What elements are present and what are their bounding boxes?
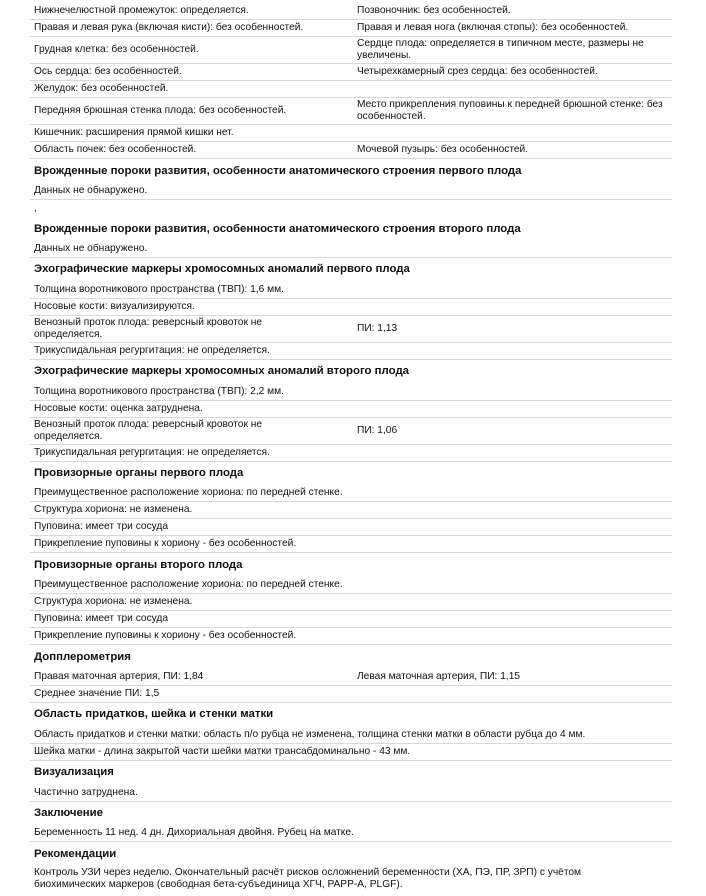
anatomy-legs: Правая и левая нога (включая стопы): без особенностей. [357, 22, 629, 33]
malformations-second-text: Данных не обнаружено. [34, 243, 148, 254]
anatomy-jaw: Нижнечелюстной промежуток: определяется. [34, 5, 249, 16]
divider [30, 342, 672, 343]
provisional-second-location: Преимущественное расположение хориона: по передней стенке. [34, 579, 343, 590]
divider [30, 501, 672, 502]
divider [30, 36, 672, 37]
anatomy-spine: Позвоночник: без особенностей. [357, 5, 511, 16]
provisional-first-cord: Пуповина: имеет три сосуда [34, 521, 169, 532]
divider [30, 644, 672, 645]
anatomy-kidneys: Область почек: без особенностей. [34, 144, 197, 155]
anatomy-heart: Сердце плода: определяется в типичном месте, размеры не увеличены. [357, 38, 644, 61]
provisional-second-attachment: Прикрепление пуповины к хориону - без особенностей. [34, 630, 297, 641]
section-title-malformations-first: Врожденные пороки развития, особенности анатомического строения первого плода [34, 165, 522, 177]
markers-second-tricuspid: Трикуспидальная регургитация: не определяется. [34, 447, 270, 458]
section-title-provisional-first: Провизорные органы первого плода [34, 467, 244, 479]
anatomy-chest: Грудная клетка: без особенностей. [34, 44, 199, 55]
section-title-malformations-second: Врожденные пороки развития, особенности анатомического строения второго плода [34, 223, 521, 235]
section-title-visualization: Визуализация [34, 766, 114, 778]
doppler-left: Левая маточная артерия, ПИ: 1,15 [357, 671, 521, 682]
anatomy-abdominal-wall: Передняя брюшная стенка плода: без особенностей. [34, 105, 287, 116]
markers-first-ductus: Венозный проток плода: реверсный кровоток не определяется. [34, 317, 263, 340]
divider [30, 535, 672, 536]
divider [30, 80, 672, 81]
section-title-adnexa: Область придатков, шейка и стенки матки [34, 708, 274, 720]
provisional-first-location: Преимущественное расположение хориона: по передней стенке. [34, 487, 343, 498]
divider [30, 743, 672, 744]
divider [30, 685, 672, 686]
divider [30, 627, 672, 628]
markers-second-nasal: Носовые кости: оценка затруднена. [34, 403, 203, 414]
divider [30, 841, 672, 842]
markers-first-pi: ПИ: 1,13 [357, 323, 398, 334]
anatomy-bladder: Мочевой пузырь: без особенностей. [357, 144, 529, 155]
divider [30, 801, 672, 802]
divider [30, 63, 672, 64]
divider [30, 400, 672, 401]
markers-second-pi: ПИ: 1,06 [357, 425, 398, 436]
divider [30, 518, 672, 519]
divider [30, 199, 672, 200]
anatomy-heart-axis: Ось сердца: без особенностей. [34, 66, 182, 77]
section-title-markers-second: Эхографические маркеры хромосомных аномалий второго плода [34, 365, 410, 377]
adnexa-walls: Область придатков и стенки матки: область п/о рубца не изменена, толщина стенки матки в области рубца до 4 мм. [34, 729, 586, 740]
malformations-first-text: Данных не обнаружено. [34, 185, 148, 196]
doppler-mean: Среднее значение ПИ: 1,5 [34, 688, 160, 699]
section-title-recommendations: Рекомендации [34, 848, 117, 860]
provisional-first-structure: Структура хориона: не изменена. [34, 504, 193, 515]
divider [30, 298, 672, 299]
provisional-first-attachment: Прикрепление пуповины к хориону - без особенностей. [34, 538, 297, 549]
divider [30, 359, 672, 360]
adnexa-cervix: Шейка матки - длина закрытой части шейки матки трансабдоминально - 43 мм. [34, 746, 411, 757]
section-title-provisional-second: Провизорные органы второго плода [34, 559, 243, 571]
section-title-doppler: Допплерометрия [34, 651, 131, 663]
provisional-second-cord: Пуповина: имеет три сосуда [34, 613, 169, 624]
markers-second-nt: Толщина воротникового пространства (ТВП): 2,2 мм. [34, 386, 284, 397]
divider [30, 97, 672, 98]
anatomy-stomach: Желудок: без особенностей. [34, 83, 169, 94]
divider [30, 158, 672, 159]
markers-first-nt: Толщина воротникового пространства (ТВП): 1,6 мм. [34, 284, 284, 295]
anatomy-four-chamber: Четырехкамерный срез сердца: без особенностей. [357, 66, 598, 77]
provisional-second-structure: Структура хориона: не изменена. [34, 596, 193, 607]
anatomy-arms: Правая и левая рука (включая кисти): без особенностей. [34, 22, 304, 33]
divider [30, 461, 672, 462]
markers-second-ductus: Венозный проток плода: реверсный кровоток не определяется. [34, 419, 263, 442]
section-title-conclusion: Заключение [34, 807, 104, 819]
malformations-first-stray: , [34, 203, 37, 214]
recommendations-text: Контроль УЗИ через неделю. Окончательный расчёт рисков осложнений беременности (ХА, ПЭ, ПР, ЗРП) с учётом биохимических маркеров (свободная бета-субъединица ХГЧ, PAPP-A, PLGF). [34, 867, 582, 890]
divider [30, 593, 672, 594]
section-title-markers-first: Эхографические маркеры хромосомных аномалий первого плода [34, 263, 410, 275]
divider [30, 444, 672, 445]
conclusion-text: Беременность 11 нед. 4 дн. Дихориальная двойня. Рубец на матке. [34, 827, 354, 838]
markers-first-tricuspid: Трикуспидальная регургитация: не определяется. [34, 345, 270, 356]
divider [30, 257, 672, 258]
divider [30, 760, 672, 761]
markers-first-nasal: Носовые кости: визуализируются. [34, 301, 195, 312]
divider [30, 19, 672, 20]
divider [30, 702, 672, 703]
divider [30, 610, 672, 611]
anatomy-cord-insertion: Место прикрепления пуповины к передней брюшной стенке: без особенностей. [357, 99, 663, 122]
visualization-text: Частично затруднена. [34, 787, 138, 798]
divider [30, 124, 672, 125]
divider [30, 417, 672, 418]
divider [30, 552, 672, 553]
divider [30, 315, 672, 316]
divider [30, 141, 672, 142]
anatomy-bowel: Кишечник: расширения прямой кишки нет. [34, 127, 234, 138]
doppler-right: Правая маточная артерия, ПИ: 1,84 [34, 671, 204, 682]
